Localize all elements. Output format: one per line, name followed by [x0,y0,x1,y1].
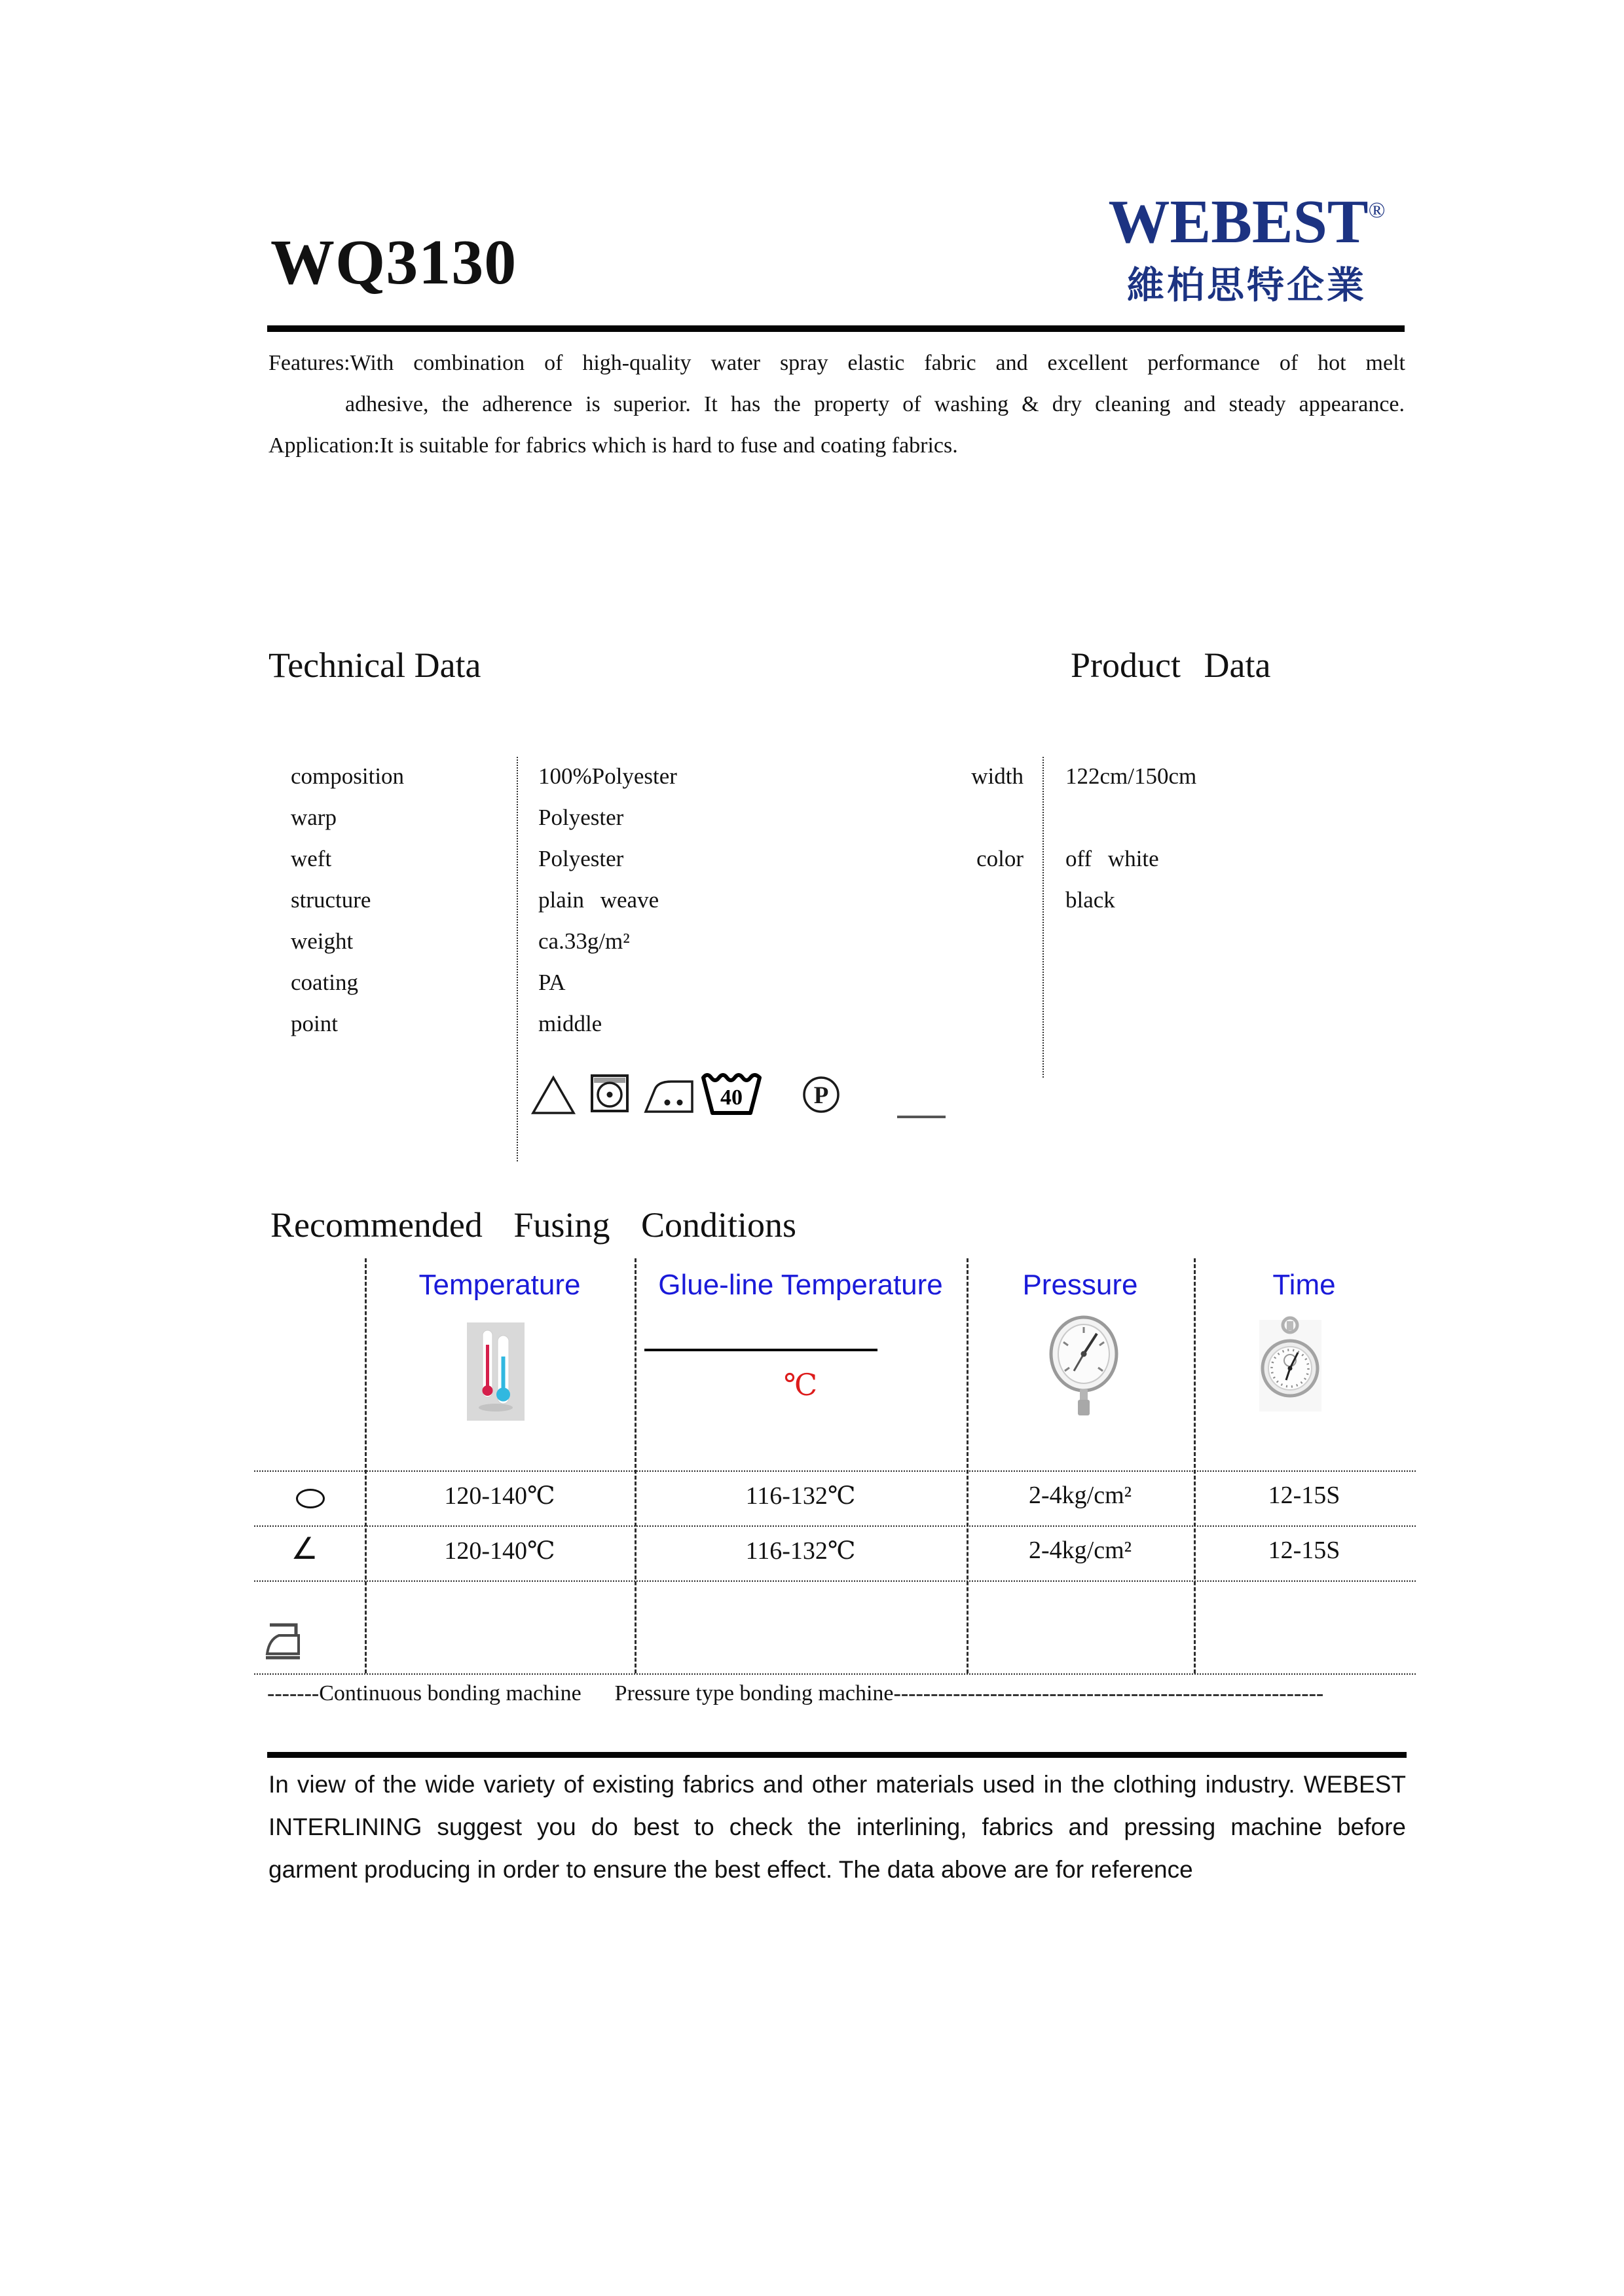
column-header-pressure: Pressure [1022,1269,1138,1301]
features-line-2: adhesive, the adherence is superior. It has the property of washing & dry cleaning and steady appearance. [345,392,1405,416]
company-logo [1105,188,1388,309]
table-vline [967,1258,969,1673]
tech-value: Polyester [538,846,624,871]
bonding-machine-note: -------Continuous bonding machine Pressure type bonding machine---------------------------------------------------------- [267,1681,1324,1705]
table-hline [254,1673,1416,1675]
dry-clean-letter: P [813,1082,829,1109]
wash-40-icon [701,1070,763,1117]
tech-value: PA [538,970,566,995]
fusing-glue-line: 116-132℃ [745,1537,856,1565]
blank-care-symbol-line [897,1116,946,1118]
bleach-triangle-icon [530,1075,576,1116]
page-title: WQ3130 [270,227,517,298]
iron-two-dots-icon [644,1078,695,1114]
hand-iron-icon [262,1609,310,1668]
product-table-divider [1043,757,1044,1078]
tech-label: structure [291,887,371,913]
product-color-value-1: off white [1065,846,1159,871]
footer-divider [267,1752,1407,1758]
tech-label: warp [291,805,337,830]
product-data-heading: Product Data [1071,646,1271,685]
fusing-glue-line: 116-132℃ [745,1482,856,1510]
tech-value: ca.33g/m² [538,928,630,954]
fusing-time: 12-15S [1268,1482,1340,1509]
tech-label: weft [291,846,332,871]
pressure-gauge-icon [1048,1311,1120,1422]
tech-value: plain weave [538,887,659,913]
column-header-time: Time [1272,1269,1336,1301]
glue-line-unit: ℃ [783,1368,818,1402]
tech-label: composition [291,763,405,789]
fusing-temperature: 120-140℃ [444,1482,555,1510]
features-line-1: Features:With combination of high-quality water spray elastic fabric and excellent performance of hot melt [268,351,1405,375]
stopwatch-icon [1259,1315,1321,1416]
table-hline [254,1525,1416,1527]
technical-table-divider [517,757,518,1161]
table-vline [635,1258,637,1673]
tech-label: point [291,1011,338,1036]
fusing-temperature: 120-140℃ [444,1537,555,1565]
product-color-label: color [976,846,1024,871]
logo-company-chinese: 維柏思特企業 [1127,264,1367,306]
thermometer-icon [467,1322,525,1421]
tumble-dry-icon [590,1074,629,1113]
tech-label: weight [291,928,354,954]
fusing-conditions-heading: Recommended Fusing Conditions [270,1205,796,1245]
registered-trademark-icon: ® [1368,198,1386,223]
table-hline [254,1580,1416,1582]
tech-value: middle [538,1011,602,1036]
angle-symbol: ∠ [291,1531,318,1566]
table-hline [254,1470,1416,1472]
tech-value: 100%Polyester [538,763,677,789]
fusing-time: 12-15S [1268,1537,1340,1564]
tech-value: Polyester [538,805,624,830]
product-width-label: width [971,763,1024,789]
table-vline [365,1258,367,1673]
glue-line-underline [644,1349,877,1351]
column-header-temperature: Temperature [418,1269,581,1301]
product-color-value-2: black [1065,887,1115,913]
header-divider [267,325,1405,332]
column-header-glue-line: Glue-line Temperature [658,1269,943,1301]
fusing-pressure: 2-4kg/cm² [1028,1537,1132,1564]
logo-wordmark: WEBEST® [1108,188,1386,256]
application-line: Application:It is suitable for fabrics which is hard to fuse and coating fabrics. [268,433,958,458]
footer-line-3: garment producing in order to ensure the best effect. The data above are for reference [268,1856,1193,1883]
dry-clean-p-icon [802,1075,841,1114]
circle-symbol [296,1489,325,1508]
wash-temperature-label: 40 [720,1085,743,1110]
footer-line-1: In view of the wide variety of existing fabrics and other materials used in the clothing industry. WEBEST [268,1771,1406,1798]
table-vline [1194,1258,1196,1673]
product-width-value: 122cm/150cm [1065,763,1197,789]
tech-label: coating [291,970,359,995]
technical-data-heading: Technical Data [268,646,481,685]
fusing-pressure: 2-4kg/cm² [1028,1482,1132,1509]
footer-line-2: INTERLINING suggest you do best to check the interlining, fabrics and pressing machine before [268,1813,1406,1840]
